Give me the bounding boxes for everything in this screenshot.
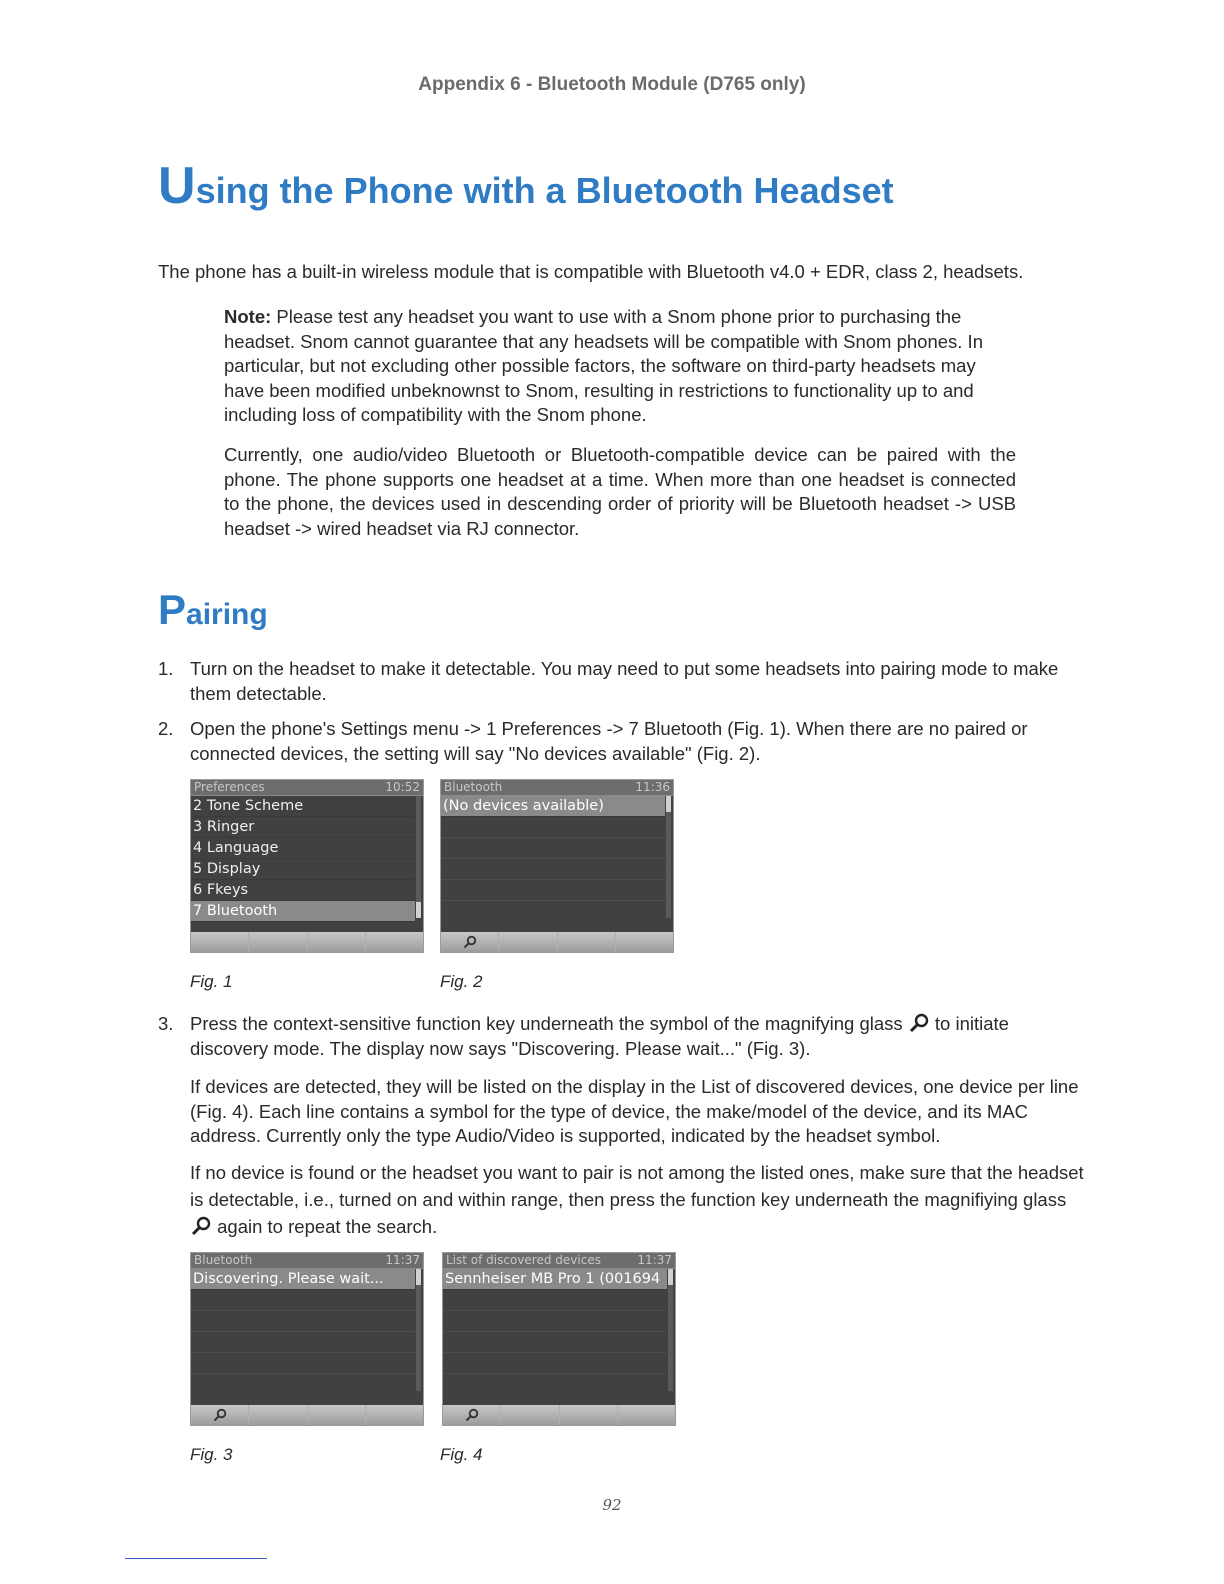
scrollbar[interactable] [416,1269,421,1391]
step-number: 1. [158,658,174,679]
no-device-paragraph [190,1159,1088,1240]
screen-title: Preferences [194,780,265,794]
softkey-bar [441,932,673,952]
fig1-caption: Fig. 1 [190,972,233,991]
step-text-before: Press the context-sensitive function key underneath the symbol of the magnifying glass [190,1013,903,1034]
softkey-search[interactable] [191,1405,249,1425]
menu-item[interactable]: 3 Ringer [191,817,415,838]
step-text: Open the phone's Settings menu -> 1 Preferences -> 7 Bluetooth (Fig. 1). When there are no paired or connected devices, the setting will say "No devices available" (Fig. 2). [190,718,1028,764]
row-divider [443,1310,667,1311]
page-title [158,156,894,216]
menu-item[interactable]: 4 Language [191,838,415,859]
list-item-selected[interactable]: Sennheiser MB Pro 1 (001694 [443,1269,667,1290]
softkey-search[interactable] [441,932,499,952]
device-list [443,1269,667,1290]
magnifier-icon [190,1215,212,1237]
row-divider [191,1310,415,1311]
softkey[interactable] [366,932,423,952]
note-text: Please test any headset you want to use with a Snom phone prior to purchasing the headset. Snom cannot guarantee that any headsets will be compatible with Snom phones. In particular, but not excluding other possible factors, the software on third-party headsets may have been modified unbeknownst to Snom, resulting in restrictions to functionality up to and including loss of compatibility with the Snom phone. [224,306,983,425]
softkey-bar [191,932,423,952]
screen-titlebar [441,780,673,796]
row-divider [441,879,665,880]
row-divider [443,1352,667,1353]
screen-title: Bluetooth [444,780,503,794]
note-label: Note: [224,306,272,327]
screen-time: 10:52 [385,780,420,794]
screen-titlebar [191,1253,423,1269]
section-title-pairing [158,586,268,634]
softkey[interactable] [366,1405,423,1425]
softkey[interactable] [618,1405,675,1425]
menu-item[interactable]: 2 Tone Scheme [191,796,415,817]
magnifier-icon [908,1012,930,1034]
step-number: 3. [158,1013,174,1034]
fig2-caption: Fig. 2 [440,972,483,991]
softkey[interactable] [501,1405,559,1425]
step-text: Turn on the headset to make it detectable. You may need to put some headsets into pairing mode to make them detectable. [190,658,1059,704]
fig4-caption: Fig. 4 [440,1445,483,1464]
priority-paragraph: Currently, one audio/video Bluetooth or Bluetooth-compatible device can be paired with the phone. The phone supports one headset at a time. When more than one headset is connected to the phone, the devices used in descending order of priority will be Bluetooth headset -> USB headset -> wired headset via RJ connector. [224,444,1016,539]
menu-item[interactable]: 5 Display [191,859,415,880]
magnifier-icon [465,1408,479,1422]
softkey[interactable] [308,1405,366,1425]
screen-time: 11:36 [635,780,670,794]
softkey[interactable] [558,932,616,952]
softkey[interactable] [616,932,673,952]
device-list [441,796,665,817]
screen-time: 11:37 [637,1253,672,1267]
screen-titlebar [443,1253,675,1269]
page-number: 92 [602,1496,622,1514]
row-divider [191,1352,415,1353]
footnote-divider [125,1558,267,1559]
list-item-selected[interactable]: (No devices available) [441,796,665,817]
screen-title: Bluetooth [194,1253,253,1267]
devices-paragraph: If devices are detected, they will be listed on the display in the List of discovered devices, one device per line (Fig. 4). Each line contains a symbol for the type of device, the make/model of the device, and its MAC address. Currently only the type Audio/Video is supported, indicated by the headset symbol. [190,1076,1079,1146]
fig3-screen [190,1252,424,1426]
screen-titlebar [191,780,423,796]
menu-item-selected[interactable]: 7 Bluetooth [191,901,415,922]
title-initial: U [158,157,196,215]
pairing-initial: P [158,586,187,633]
row-divider [441,837,665,838]
row-divider [443,1331,667,1332]
softkey[interactable] [249,1405,307,1425]
step-1 [158,657,1088,706]
row-divider [441,900,665,901]
intro-paragraph: The phone has a built-in wireless module that is compatible with Bluetooth v4.0 + EDR, class 2, headsets. [158,261,1024,282]
no-device-text-after: again to repeat the search. [217,1216,438,1237]
menu-list [191,796,415,922]
scrollbar[interactable] [666,796,671,918]
magnifier-icon [463,935,477,949]
no-device-text-before: If no device is found or the headset you want to pair is not among the listed ones, make sure that the headset is detectable, i.e., turned on and within range, then press the function key underneath the magnifiying glass [190,1162,1084,1210]
softkey[interactable] [191,932,249,952]
softkey[interactable] [249,932,307,952]
page-header: Appendix 6 - Bluetooth Module (D765 only) [418,74,806,95]
fig3-caption: Fig. 3 [190,1445,233,1464]
step-text [190,1012,1088,1061]
fig2-screen [440,779,674,953]
magnifier-icon [213,1408,227,1422]
row-divider [441,858,665,859]
note-paragraph [224,305,1016,428]
device-list [191,1269,415,1290]
softkey-search[interactable] [443,1405,501,1425]
softkey[interactable] [499,932,557,952]
menu-item[interactable]: 6 Fkeys [191,880,415,901]
row-divider [191,1373,415,1374]
fig4-screen [442,1252,676,1426]
row-divider [191,1331,415,1332]
screen-time: 11:37 [385,1253,420,1267]
step-text-after: to initiate discovery mode. The display now says "Discovering. Please wait..." (Fig. 3). [190,1013,1009,1059]
step-number: 2. [158,718,174,739]
scrollbar[interactable] [668,1269,673,1391]
pairing-rest: airing [186,598,268,631]
scrollbar[interactable] [416,796,421,918]
scrollbar-thumb[interactable] [668,1269,673,1285]
list-item-selected[interactable]: Discovering. Please wait... [191,1269,415,1290]
step-3 [158,1012,1088,1061]
scrollbar-thumb[interactable] [416,902,421,918]
softkey-bar [443,1405,675,1425]
scrollbar-thumb[interactable] [666,796,671,812]
screen-title: List of discovered devices [446,1253,601,1267]
softkey[interactable] [308,932,366,952]
step-2 [158,717,1088,766]
row-divider [443,1373,667,1374]
scrollbar-thumb[interactable] [416,1269,421,1285]
title-rest: sing the Phone with a Bluetooth Headset [195,170,894,211]
fig1-screen [190,779,424,953]
softkey-bar [191,1405,423,1425]
softkey[interactable] [560,1405,618,1425]
